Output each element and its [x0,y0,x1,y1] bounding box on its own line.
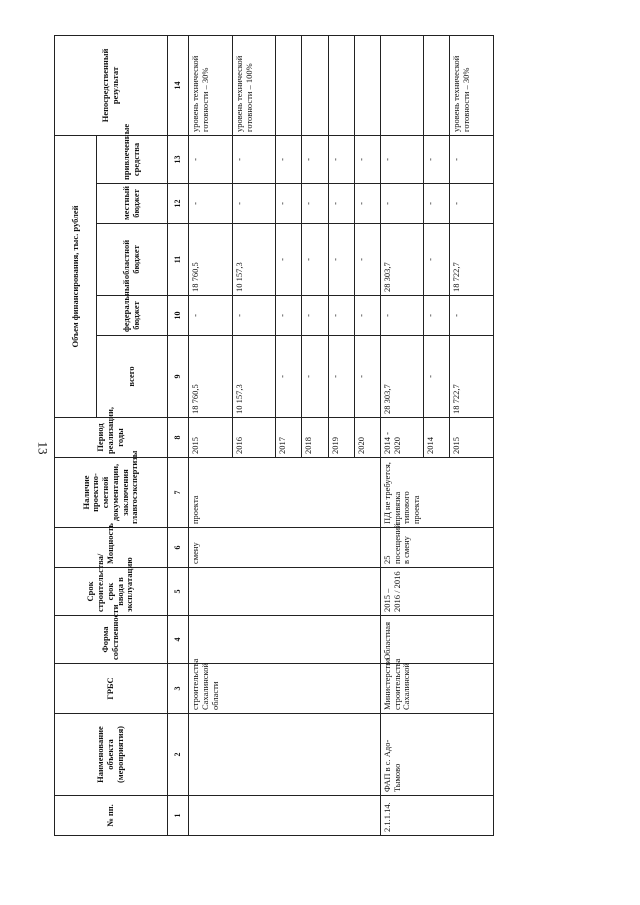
cell-grbs: Министерство строительства Сахалинской [380,664,493,714]
table-row [189,35,232,835]
cell-result: уровень технической готовности – 30% [450,35,494,135]
header-num: № пп. [55,796,168,836]
cell-total: - [328,336,354,418]
cell-regional: - [424,224,450,296]
cell-capacity: смену [189,528,381,568]
header-federal: федеральный бюджет [97,296,167,336]
cell-local: - [354,184,380,224]
col-number: 11 [167,224,189,296]
col-number: 10 [167,296,189,336]
cell-federal: - [354,296,380,336]
cell-regional: 10 157,3 [232,224,275,296]
cell-regional: 18 760,5 [189,224,232,296]
cell-total: - [424,336,450,418]
cell-year: 2016 [232,418,275,458]
cell-year: 2014 - 2020 [380,418,423,458]
col-number: 13 [167,135,189,183]
header-term: Срок строительства/срок ввода в эксплуатацию [55,568,168,616]
cell-federal: - [189,296,232,336]
cell-local: - [232,184,275,224]
cell-local: - [302,184,328,224]
cell-ownership: Областная [380,616,493,664]
cell-regional: - [276,224,302,296]
col-number: 5 [167,568,189,616]
cell-total: 18 722,7 [450,336,494,418]
cell-ownership [189,616,381,664]
cell-federal: - [302,296,328,336]
cell-regional: - [328,224,354,296]
header-local: местный бюджет [97,184,167,224]
cell-local: - [276,184,302,224]
header-capacity: Мощность [55,528,168,568]
cell-year: 2017 [276,418,302,458]
header-regional: областной бюджет [97,224,167,296]
cell-local: - [189,184,232,224]
cell-num: 2.1.1.14. [380,796,493,836]
cell-attracted: - [354,135,380,183]
cell-attracted: - [450,135,494,183]
cell-year: 2015 [189,418,232,458]
cell-local: - [328,184,354,224]
cell-year: 2019 [328,418,354,458]
col-number: 8 [167,418,189,458]
cell-result [380,35,423,135]
cell-regional: 28 303,7 [380,224,423,296]
cell-term: 2015 – 2016 / 2016 [380,568,493,616]
financing-table [54,35,494,836]
cell-result [424,35,450,135]
cell-capacity: 25 посещений в смену [380,528,493,568]
cell-federal: - [380,296,423,336]
col-number: 4 [167,616,189,664]
cell-regional: 18 722,7 [450,224,494,296]
cell-attracted: - [189,135,232,183]
cell-num [189,796,381,836]
cell-total: - [302,336,328,418]
col-number: 3 [167,664,189,714]
cell-federal: - [232,296,275,336]
col-number: 12 [167,184,189,224]
cell-psd: проекта [189,458,381,528]
col-number: 7 [167,458,189,528]
cell-name: ФАП в с. Адо-Тымово [380,714,493,796]
cell-federal: - [450,296,494,336]
cell-result [276,35,302,135]
cell-result [354,35,380,135]
header-funding: Объем финансирования, тыс. рублей [55,135,97,417]
cell-federal: - [276,296,302,336]
cell-attracted: - [380,135,423,183]
cell-psd: ПД не требуется, привязка типового проекта [380,458,493,528]
cell-grbs: строительства Сахалинской области [189,664,381,714]
column-number-row [167,35,189,835]
cell-local: - [424,184,450,224]
cell-total: 18 760,5 [189,336,232,418]
cell-total: 10 157,3 [232,336,275,418]
cell-result [302,35,328,135]
cell-local: - [450,184,494,224]
cell-attracted: - [328,135,354,183]
cell-result: уровень технической готовности – 30% [189,35,232,135]
table-row [380,35,423,835]
col-number: 6 [167,528,189,568]
cell-total: - [276,336,302,418]
cell-total: - [354,336,380,418]
cell-regional: - [354,224,380,296]
cell-result: уровень технической готовности – 100% [232,35,275,135]
cell-attracted: - [302,135,328,183]
cell-year: 2015 [450,418,494,458]
cell-regional: - [302,224,328,296]
header-grbs: ГРБС [55,664,168,714]
header-ownership: Форма собственности [55,616,168,664]
cell-local: - [380,184,423,224]
cell-federal: - [424,296,450,336]
cell-year: 2020 [354,418,380,458]
col-number: 9 [167,336,189,418]
cell-attracted: - [232,135,275,183]
header-result: Непосредственный результат [55,35,168,135]
cell-term [189,568,381,616]
header-total: всего [97,336,167,418]
page-number: 13 [35,441,51,455]
cell-attracted: - [424,135,450,183]
cell-attracted: - [276,135,302,183]
col-number: 2 [167,714,189,796]
rotated-table-wrapper [54,36,494,836]
cell-total: 28 303,7 [380,336,423,418]
cell-federal: - [328,296,354,336]
header-period: Период реализации, годы [55,418,168,458]
col-number: 1 [167,796,189,836]
header-row-1 [55,35,97,835]
cell-year: 2014 [424,418,450,458]
header-psd: Наличие проектно-сметной документации, заключения главгосэкспертизы [55,458,168,528]
cell-year: 2018 [302,418,328,458]
cell-name [189,714,381,796]
header-attracted: привлеченные средства [97,135,167,183]
cell-result [328,35,354,135]
header-name: Наименование объекта (мероприятия) [55,714,168,796]
col-number: 14 [167,35,189,135]
